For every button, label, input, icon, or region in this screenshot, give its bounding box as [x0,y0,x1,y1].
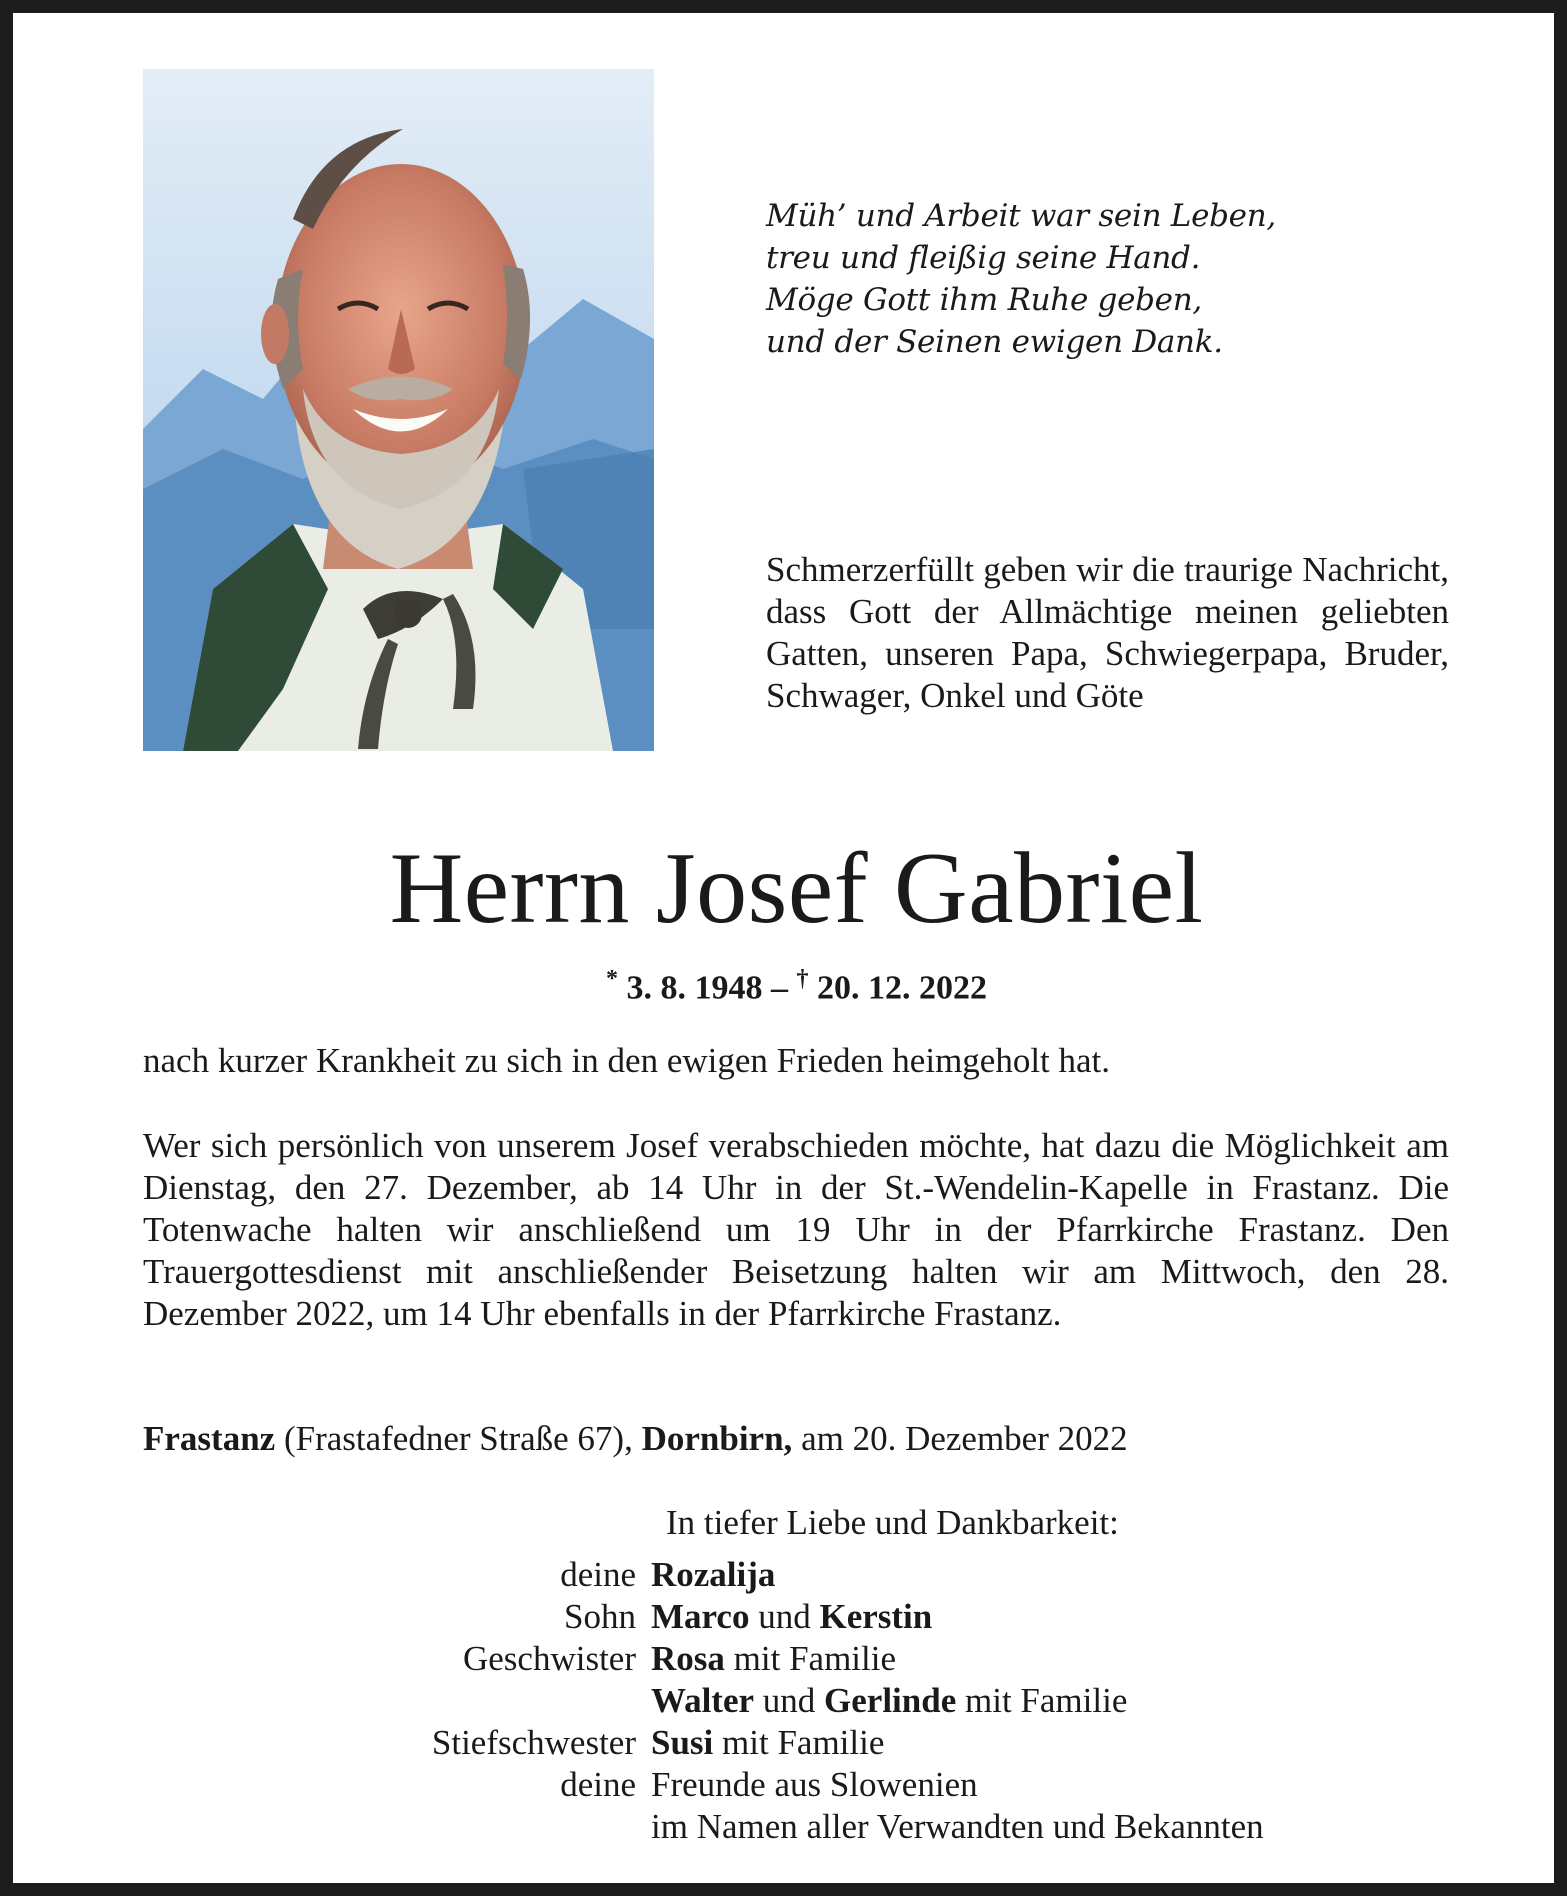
funeral-details: Wer sich persönlich von unserem Josef verabschieden möchte, hat dazu die Möglichkeit am Dienstag, den 27. Dezember, ab 14 Uhr in der St.-Wendelin-Kapelle in Frastanz. Die Totenwache halten wir anschließend um 19 Uhr in der Pfarrkirche Frastanz. Den Trauergottesdienst mit anschließender Beisetzung halten wir am Mittwoch, den 28. Dezember 2022, um 14 Uhr ebenfalls in der Pfarrkirche Frastanz. [143,1126,1449,1333]
mourner-name: Marco [651,1597,750,1636]
poem-line: Müh’ und Arbeit war sein Leben, [766,198,1276,234]
mourner-text: im Namen aller Verwandten und Bekannten [651,1807,1264,1846]
mourner-relation [143,1806,651,1848]
mourner-text: und [754,1681,825,1720]
date-separator: – [771,969,788,1007]
mourner-name: Susi [651,1723,714,1762]
mourner-relation: Stiefschwester [431,1723,636,1762]
passing-statement: nach kurzer Krankheit zu sich in den ewigen Frieden heimgeholt hat. [143,1041,1111,1080]
mourner-row [143,1596,1449,1638]
mourner-names [651,1554,775,1596]
mourner-name: Walter [651,1681,755,1720]
mourner-relation: Geschwister [462,1639,636,1678]
portrait-photo [143,69,654,751]
mourner-row [143,1554,1449,1596]
mourner-relation: Sohn [564,1597,636,1636]
mourner-row [143,1764,1449,1806]
mourner-names [651,1722,884,1764]
mourner-name: Rozalija [651,1555,776,1594]
place-dornbirn: Dornbirn, [641,1419,793,1458]
mourner-names [651,1596,932,1638]
mourner-relation [143,1680,651,1722]
mourner-relation: deine [560,1555,636,1594]
mourner-text: mit Familie [713,1723,885,1762]
memorial-poem [766,195,1466,363]
mourner-text: Freunde aus Slowenien [651,1765,978,1804]
mourner-row [143,1722,1449,1764]
place-and-date [143,1418,1449,1460]
portrait-illustration [143,69,654,751]
mourner-text: mit Familie [956,1681,1128,1720]
poem-line: treu und fleißig seine Hand. [766,240,1201,276]
mourners-list [143,1554,1449,1848]
mourner-row [143,1638,1449,1680]
announcement-date: am 20. Dezember 2022 [801,1419,1128,1458]
mourner-relation: deine [560,1765,636,1804]
birth-date: 3. 8. 1948 [626,969,763,1007]
mourner-name: Rosa [651,1639,725,1678]
birth-symbol: * [606,966,618,992]
mourner-names [651,1806,1264,1848]
deceased-name: Herrn Josef Gabriel [389,832,1204,945]
announcement-intro: Schmerzerfüllt geben wir die traurige Nachricht, dass Gott der Allmächtige meinen geliebten Gatten, unseren Papa, Schwiegerpapa, Bruder, Schwager, Onkel und Göte [766,550,1449,715]
place-frastanz: Frastanz [143,1419,276,1458]
death-symbol: † [796,966,809,992]
life-dates [13,957,1567,1010]
mourner-names [651,1638,896,1680]
mourner-text: mit Familie [724,1639,897,1678]
poem-line: und der Seinen ewigen Dank. [766,324,1223,360]
poem-line: Möge Gott ihm Ruhe geben, [766,282,1202,318]
mourner-name: Kerstin [819,1597,933,1636]
mourner-names [651,1764,978,1806]
mourner-names [651,1680,1127,1722]
address: (Frastafedner Straße 67), [283,1419,633,1458]
mourner-row [143,1806,1449,1848]
mourner-name: Gerlinde [824,1681,957,1720]
signature-intro: In tiefer Liebe und Dankbarkeit: [666,1503,1119,1542]
death-date: 20. 12. 2022 [817,969,987,1007]
mourner-text: und [749,1597,820,1636]
mourner-row [143,1680,1449,1722]
